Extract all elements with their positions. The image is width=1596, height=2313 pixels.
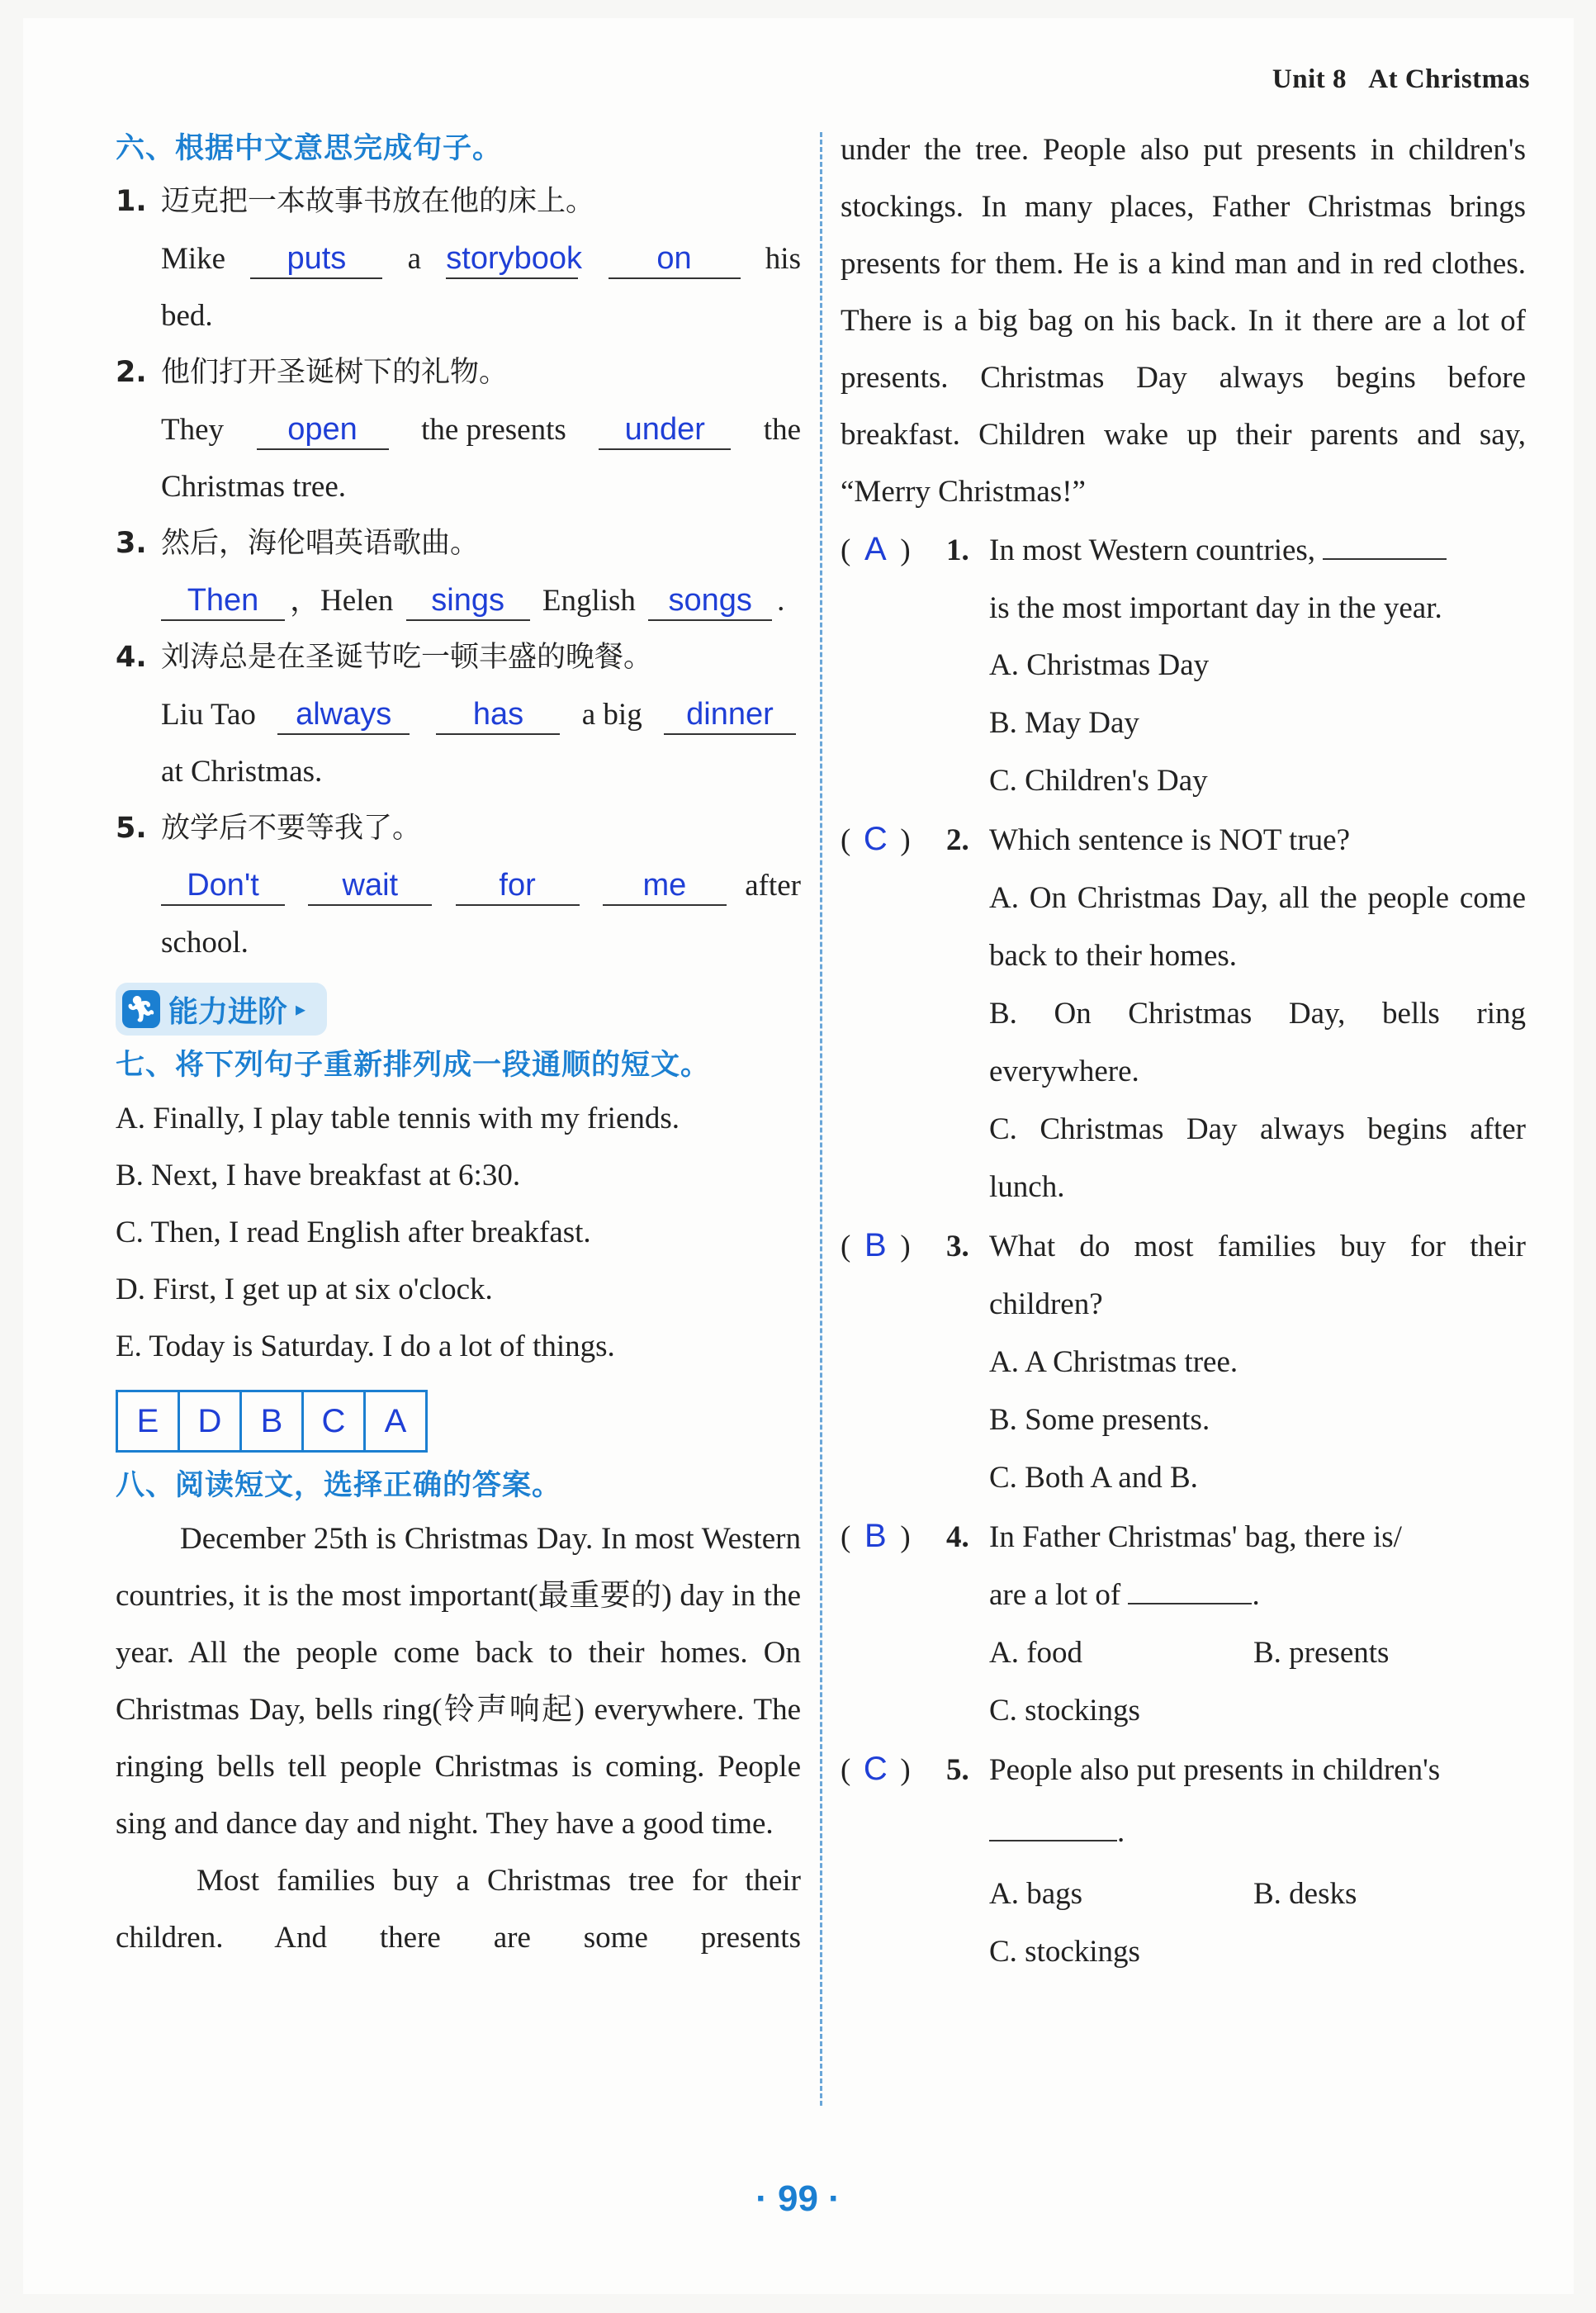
answer-choice[interactable]: B: [864, 1227, 887, 1263]
question-blank: [1128, 1578, 1252, 1604]
question-5: ( C ) 5. People also put presents in children's: [841, 1740, 1526, 1799]
order-cell[interactable]: C: [303, 1391, 365, 1452]
item3-chinese: 3. 然后，海伦唱英语歌曲。: [116, 527, 480, 560]
item4-chinese: 4. 刘涛总是在圣诞节吃一顿丰盛的晚餐。: [116, 641, 653, 674]
item2-end: Christmas tree.: [161, 470, 347, 504]
section6-title: 六、根据中文意思完成句子。: [116, 132, 503, 165]
passage-paragraph-2b: under the tree. People also put presents in children's stockings. In many places, Father Christmas brings presents for them. He is a kind man and in red clothes. There is a big bag on his back. In it there are a lot of presents. Christmas Day always begins before breakfast. Children wake up their parents and say, “Merry Christmas!”: [841, 133, 1526, 509]
order-cell[interactable]: D: [179, 1391, 241, 1452]
item5-end: school.: [161, 926, 249, 960]
question-3: ( B ) 3. What do most families buy for their children?: [841, 1216, 1526, 1334]
answer-blank[interactable]: dinner: [664, 695, 796, 735]
answer-blank[interactable]: for: [456, 866, 580, 906]
sentence-d: D. First, I get up at six o'clock.: [116, 1273, 493, 1306]
item4-end: at Christmas.: [161, 755, 323, 789]
item1-end: bed.: [161, 299, 213, 333]
section7-title: 七、将下列句子重新排列成一段通顺的短文。: [116, 1049, 711, 1082]
question-5-blank-line: .: [841, 1799, 1526, 1865]
q2-option-b: B. On Christmas Day, bells ring everywhere.: [989, 997, 1526, 1088]
item5-chinese: 5. 放学后不要等我了。: [116, 812, 422, 845]
question-1-cont: is the most important day in the year.: [989, 591, 1442, 625]
unit-title: At Christmas: [1368, 64, 1530, 94]
q1-option-b: B. May Day: [989, 706, 1139, 740]
answer-blank[interactable]: always: [277, 695, 410, 735]
item1-english: Mike puts a storybook on his: [116, 230, 801, 287]
answer-choice[interactable]: A: [864, 531, 887, 567]
answer-choice[interactable]: B: [864, 1518, 887, 1554]
answer-blank[interactable]: under: [599, 410, 731, 450]
q4-options-ab: [841, 1624, 1526, 1682]
question-blank: [1323, 533, 1447, 560]
sentence-c: C. Then, I read English after breakfast.: [116, 1216, 591, 1249]
answer-blank[interactable]: wait: [308, 866, 432, 906]
q3-option-c: C. Both A and B.: [989, 1461, 1198, 1495]
answer-blank[interactable]: songs: [648, 581, 772, 621]
sentence-b: B. Next, I have breakfast at 6:30.: [116, 1159, 521, 1192]
answer-choice[interactable]: C: [863, 821, 888, 857]
order-cell[interactable]: B: [241, 1391, 303, 1452]
item2-chinese: 2. 他们打开圣诞树下的礼物。: [116, 356, 509, 389]
sentence-e: E. Today is Saturday. I do a lot of things.: [116, 1330, 615, 1363]
q2-option-c: C. Christmas Day always begins after lunch.: [989, 1112, 1526, 1204]
page-number: · 99 ·: [755, 2178, 841, 2219]
ability-advance-badge: 🏃︎ 能力进阶 ▸: [116, 983, 327, 1036]
left-column: [116, 124, 801, 1966]
item1-chinese: 1. 迈克把一本故事书放在他的床上。: [116, 185, 595, 218]
q4-option-c: C. stockings: [989, 1694, 1140, 1728]
q5-options-ab: [841, 1865, 1526, 1923]
question-4-cont: are a lot of .: [989, 1578, 1260, 1612]
question-1: ( A ) 1. In most Western countries,: [841, 520, 1526, 580]
question-2: ( C ) 2. Which sentence is NOT true?: [841, 810, 1526, 870]
order-answer-table: [116, 1390, 428, 1453]
item3-english: Then ，Helen sings English songs .: [116, 572, 801, 629]
q5-option-c: C. stockings: [989, 1935, 1140, 1969]
q5-option-b: B. desks: [1253, 1877, 1357, 1911]
q4-option-a: A. food: [989, 1636, 1083, 1670]
q4-option-b: B. presents: [1253, 1636, 1390, 1670]
passage-paragraph-1: December 25th is Christmas Day. In most Western countries, it is the most important(最重要的) day in the year. All the people come back to their homes. On Christmas Day, bells ring(铃声响起) everywhere. The ringing bells tell people Christmas is coming. People sing and dance day and night. They have a good time.: [116, 1522, 801, 1841]
answer-blank[interactable]: Then: [161, 581, 285, 621]
question-4: ( B ) 4. In Father Christmas' bag, there is/: [841, 1507, 1526, 1566]
q2-option-a: A. On Christmas Day, all the people come back to their homes.: [989, 881, 1526, 973]
order-cell[interactable]: A: [365, 1391, 427, 1452]
answer-blank[interactable]: puts: [250, 239, 382, 279]
order-cell[interactable]: E: [117, 1391, 179, 1452]
passage-paragraph-2a: Most families buy a Christmas tree for their children. And there are some presents: [116, 1864, 801, 1955]
answer-choice[interactable]: C: [863, 1751, 888, 1787]
column-divider: [820, 132, 822, 2106]
q3-option-b: B. Some presents.: [989, 1403, 1210, 1437]
page-header: [1272, 64, 1530, 95]
running-person-icon: 🏃︎: [122, 990, 160, 1028]
answer-blank[interactable]: Don't: [161, 866, 285, 906]
sentence-a: A. Finally, I play table tennis with my friends.: [116, 1102, 680, 1135]
item2-english: They open the presents under the: [116, 401, 801, 458]
badge-label: 能力进阶: [168, 994, 288, 1029]
q5-option-a: A. bags: [989, 1877, 1083, 1911]
q3-option-a: A. A Christmas tree.: [989, 1345, 1238, 1379]
answer-blank[interactable]: storybook: [446, 239, 578, 279]
unit-label: Unit 8: [1272, 64, 1347, 94]
item5-english: Don't wait for me after: [116, 857, 801, 914]
q1-option-c: C. Children's Day: [989, 764, 1208, 798]
answer-blank[interactable]: me: [603, 866, 727, 906]
q1-option-a: A. Christmas Day: [989, 648, 1210, 682]
section8-title: 八、阅读短文，选择正确的答案。: [116, 1469, 562, 1502]
question-blank: [989, 1815, 1117, 1841]
answer-blank[interactable]: sings: [406, 581, 530, 621]
item4-english: Liu Tao always has a big dinner: [116, 686, 801, 743]
answer-blank[interactable]: open: [257, 410, 389, 450]
right-column: [841, 124, 1526, 1981]
answer-blank[interactable]: on: [609, 239, 741, 279]
answer-blank[interactable]: has: [436, 695, 560, 735]
